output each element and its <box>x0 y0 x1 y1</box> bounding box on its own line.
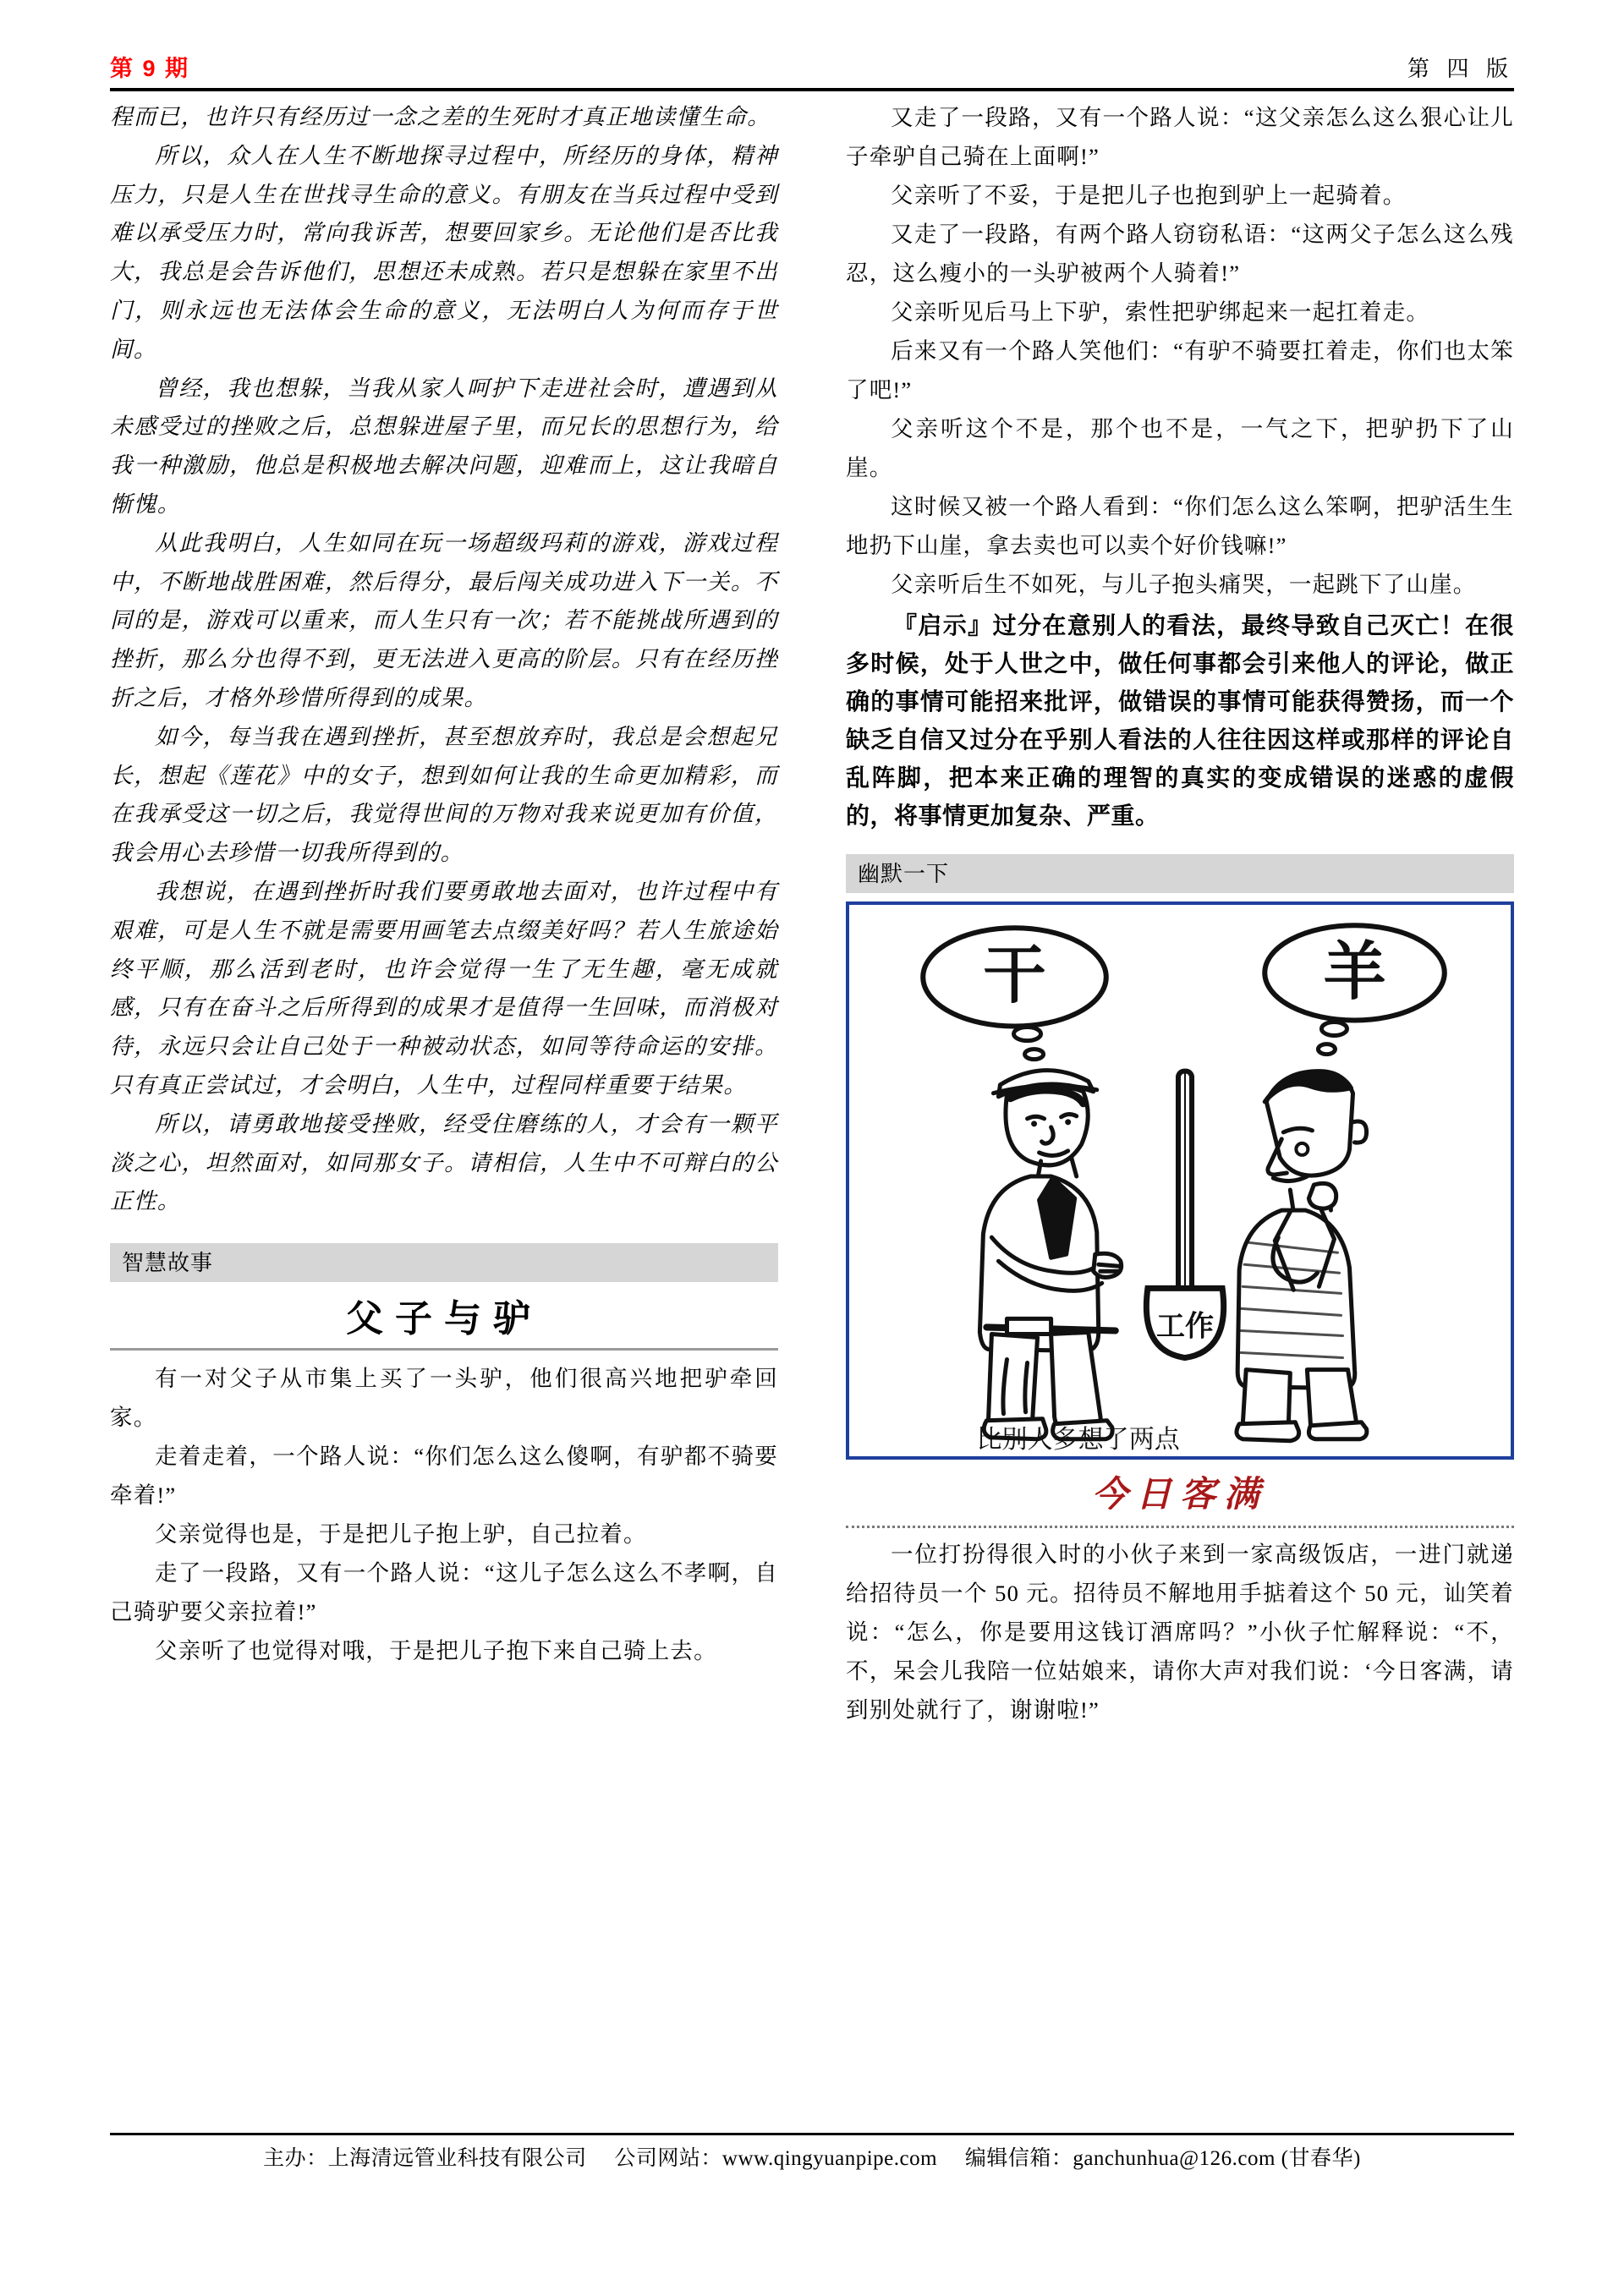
masthead-divider <box>110 88 1514 91</box>
essay-body <box>110 98 778 1221</box>
story-paragraph: 走着走着，一个路人说：“你们怎么这么傻啊，有驴都不骑要牵着!” <box>110 1444 778 1509</box>
footer-organizer: 主办：上海清远管业科技有限公司 <box>263 2147 587 2170</box>
joke-divider <box>846 1526 1514 1528</box>
story-paragraph: 父亲听后生不如死，与儿子抱头痛哭，一起跳下了山崖。 <box>891 572 1477 597</box>
cartoon-illustration <box>849 905 1511 1456</box>
shovel-label: 工作 <box>1155 1310 1215 1343</box>
essay-paragraph: 所以，众人在人生不断地探寻过程中，所经历的身体，精神压力，只是人生在世找寻生命的意义。有朋友在当兵过程中受到难以承受压力时，常向我诉苦，想要回家乡。无论他们是否比我大，我总是会告诉他们，思想还未成熟。若只是想躲在家里不出门，则永远也无法体会生命的意义，无法明白人为何而存于世间。 <box>110 142 778 362</box>
story-paragraph: 后来又有一个路人笑他们：“有驴不骑要扛着走，你们也太笨了吧!” <box>846 338 1514 403</box>
footer-email[interactable]: 编辑信箱：ganchunhua@126.com (甘春华) <box>964 2147 1361 2170</box>
story-paragraph: 父亲听见后马上下驴，索性把驴绑起来一起扛着走。 <box>891 299 1430 325</box>
story-paragraph: 走了一段路，又有一个路人说：“这儿子怎么这么不孝啊，自己骑驴要父亲拉着!” <box>110 1560 778 1625</box>
joke-title: 今日客满 <box>1091 1476 1268 1515</box>
donkey-story-part1 <box>110 1359 778 1670</box>
right-column <box>846 98 1514 1729</box>
right-thought-bubble <box>1265 925 1445 1054</box>
left-bubble-glyph: 干 <box>983 940 1046 1011</box>
story-paragraph: 这时候又被一个路人看到：“你们怎么这么笨啊，把驴活生生地扔下山崖，拿去卖也可以卖个好价钱嘛!” <box>846 494 1514 558</box>
story-paragraph: 父亲听了也觉得对哦，于是把儿子抱下来自己骑上去。 <box>155 1638 717 1664</box>
cartoon-panel <box>846 901 1514 1460</box>
thinker-figure <box>1237 1071 1367 1441</box>
essay-paragraph: 曾经，我也想躲，当我从家人呵护下走进社会时，遭遇到从未感受过的挫败之后，总想躲进屋子里，而兄长的思想行为，给我一种激励，他总是积极地去解决问题，迎难而上，这让我暗自惭愧。 <box>110 375 778 517</box>
section-banner-humor: 幽默一下 <box>846 854 1514 893</box>
joke-paragraph: 一位打扮得很入时的小伙子来到一家高级饭店，一进门就递给招待员一个 50 元。招待员不解地用手掂着这个 50 元，讪笑着说：“怎么，你是要用这钱订酒席吗？”小伙子忙解释说：“不，不，呆会儿我陪一位姑娘来，请你大声对我们说：‘今日客满，请到别处就行了，谢谢啦!” <box>846 1542 1514 1723</box>
page-number: 第 四 版 <box>1407 57 1514 81</box>
footer <box>110 2143 1514 2175</box>
issue-number: 第 9 期 <box>110 56 190 81</box>
worker-figure <box>979 1071 1121 1439</box>
article-title-divider <box>110 1348 778 1351</box>
section-banner-wisdom-story: 智慧故事 <box>110 1243 778 1282</box>
footer-website[interactable]: 公司网站：www.qingyuanpipe.com <box>614 2147 938 2170</box>
story-paragraph: 父亲听这个不是，那个也不是，一气之下，把驴扔下了山崖。 <box>846 416 1514 480</box>
footer-divider <box>110 2133 1514 2135</box>
story-paragraph: 又走了一段路，有两个路人窃窃私语：“这两父子怎么这么残忍，这么瘦小的一头驴被两个人骑着!” <box>846 222 1514 286</box>
enlightenment-paragraph: 『启示』过分在意别人的看法，最终导致自己灭亡！在很多时候，处于人世之中，做任何事都会引来他人的评论，做正确的事情可能招来批评，做错误的事情可能获得赞扬，而一个缺乏自信又过分在乎别人看法的人往往因这样或那样的评论自乱阵脚，把本来正确的理智的真实的变成错误的迷惑的虚假的，将事情更加复杂、严重。 <box>846 613 1514 830</box>
story-paragraph: 有一对父子从市集上买了一头驴，他们很高兴地把驴牵回家。 <box>110 1366 778 1431</box>
donkey-story-part2 <box>846 98 1514 604</box>
essay-paragraph: 从此我明白，人生如同在玩一场超级玛莉的游戏，游戏过程中，不断地战胜困难，然后得分，最后闯关成功进入下一关。不同的是，游戏可以重来，而人生只有一次；若不能挑战所遇到的挫折，那么分也得不到，更无法进入更高的阶层。只有在经历挫折之后，才格外珍惜所得到的成果。 <box>110 529 778 710</box>
left-column <box>110 98 778 1670</box>
left-thought-bubble <box>923 928 1106 1059</box>
essay-paragraph: 程而已，也许只有经历过一念之差的生死时才真正地读懂生命。 <box>110 104 771 129</box>
story-paragraph: 父亲听了不妥，于是把儿子也抱到驴上一起骑着。 <box>891 183 1407 208</box>
story-paragraph: 父亲觉得也是，于是把儿子抱上驴，自己拉着。 <box>155 1521 647 1548</box>
right-bubble-glyph: 羊 <box>1323 936 1386 1007</box>
joke-body <box>846 1535 1514 1729</box>
essay-paragraph: 我想说，在遇到挫折时我们要勇敢地去面对，也许过程中有艰难，可是人生不就是需要用画笔去点缀美好吗？若人生旅途始终平顺，那么活到老时，也许会觉得一生了无生趣，毫无成就感，只有在奋斗之后所得到的成果才是值得一生回味，而消极对待，永远只会让自己处于一种被动状态，如同等待命运的安排。只有真正尝试过，才会明白，人生中，过程同样重要于结果。 <box>110 878 778 1098</box>
story-paragraph: 又走了一段路，又有一个路人说：“这父亲怎么这么狠心让儿子牵驴自己骑在上面啊!” <box>846 105 1514 169</box>
essay-paragraph: 如今，每当我在遇到挫折，甚至想放弃时，我总是会想起兄长，想起《莲花》中的女子，想到如何让我的生命更加精彩，而在我承受这一切之后，我觉得世间的万物对我来说更加有价值，我会用心去珍惜一切我所得到的。 <box>110 723 778 866</box>
shovel-icon <box>1146 1071 1223 1358</box>
cartoon-caption: 比别人多想了两点 <box>976 1425 1180 1454</box>
essay-paragraph: 所以，请勇敢地接受挫败，经受住磨练的人，才会有一颗平淡之心，坦然面对，如同那女子。请相信，人生中不可辩白的公正性。 <box>110 1110 778 1214</box>
article-title: 父子与驴 <box>346 1298 542 1340</box>
